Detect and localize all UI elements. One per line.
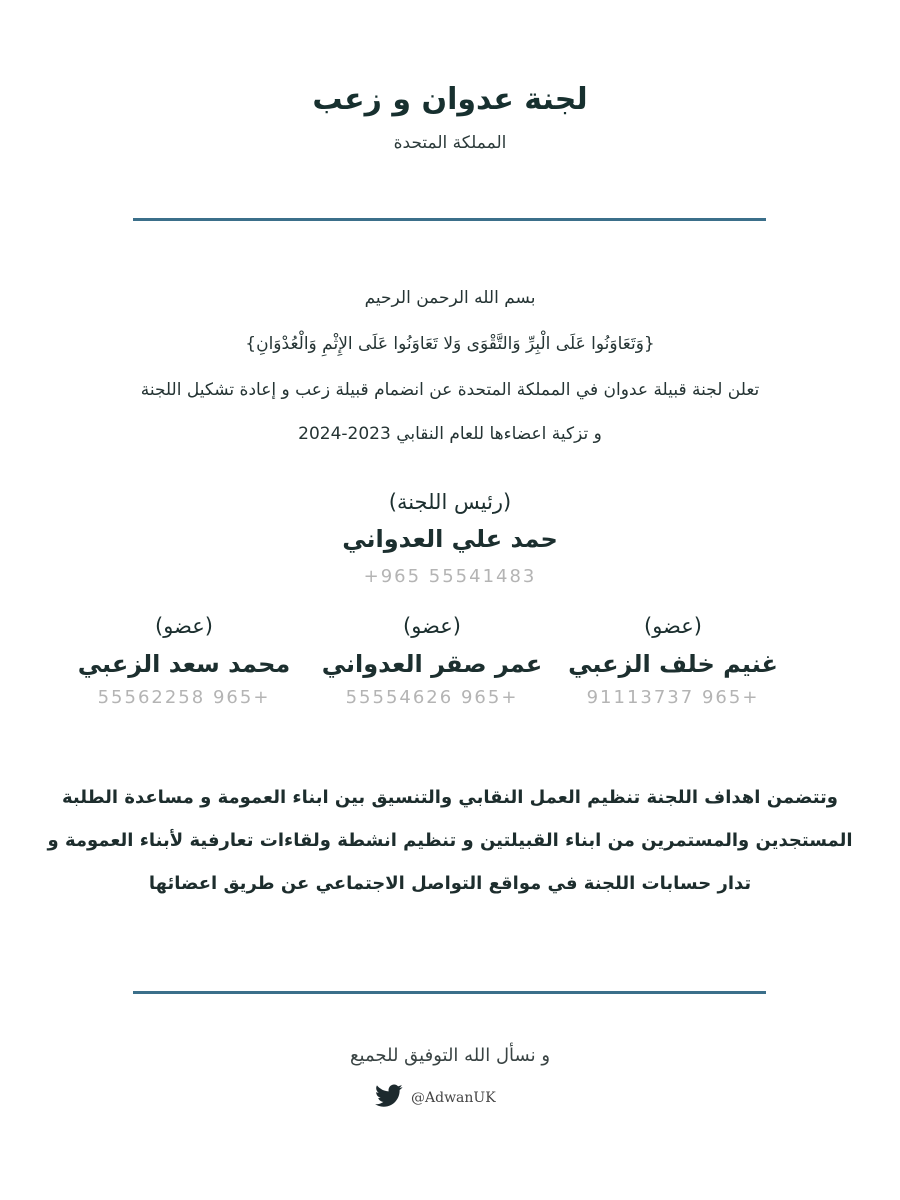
member-3-phone: +965 55562258 <box>97 687 271 708</box>
top-divider <box>133 218 766 221</box>
goals-paragraph <box>0 776 900 905</box>
member-3-name: محمد سعد الزعبي <box>77 650 291 678</box>
member-2-role: (عضو) <box>403 614 461 638</box>
goals-line-3: تدار حسابات اللجنة في مواقع التواصل الاجتماعي عن طريق اعضائها <box>148 873 752 894</box>
page-subtitle: المملكة المتحدة <box>393 133 507 153</box>
chair-name: حمد علي العدواني <box>342 525 558 553</box>
chair-role: (رئيس اللجنة) <box>388 490 512 514</box>
chair-phone: +965 55541483 <box>363 566 537 587</box>
closing-text: و نسأل الله التوفيق للجميع <box>349 1045 551 1066</box>
announcement-line-1: تعلن لجنة قبيلة عدوان في المملكة المتحدة عن انضمام قبيلة زعب و إعادة تشكيل اللجنة <box>140 380 760 400</box>
twitter-bird-icon <box>375 1084 403 1112</box>
announcement-line-2: و تزكية اعضاءها للعام النقابي 2023-2024 <box>298 424 602 444</box>
member-2-phone: +965 55554626 <box>345 687 519 708</box>
member-1-name: غنيم خلف الزعبي <box>568 650 778 678</box>
twitter-handle: @AdwanUK <box>411 1090 496 1106</box>
goals-line-2: المستجدين والمستمرين من ابناء القبيلتين و تنظيم انشطة ولقاءات تعارفية لأبناء العمومة و <box>47 830 853 851</box>
member-2-name: عمر صقر العدواني <box>321 650 543 678</box>
member-1-phone: +965 91113737 <box>586 687 760 708</box>
bottom-divider <box>133 991 766 994</box>
twitter-link[interactable] <box>375 1085 496 1111</box>
basmala: بسم الله الرحمن الرحيم <box>364 288 536 308</box>
member-1-role: (عضو) <box>644 614 702 638</box>
member-3-role: (عضو) <box>155 614 213 638</box>
quran-verse: {وَتَعَاوَنُوا عَلَى الْبِرِّ وَالتَّقْوَى وَلا تَعَاوَنُوا عَلَى الإِثْمِ وَالْعُدْوَانِ} <box>245 334 655 354</box>
goals-line-1: وتتضمن اهداف اللجنة تنظيم العمل النقابي والتنسيق بين ابناء العمومة و مساعدة الطلبة <box>62 787 838 808</box>
page-title: لجنة عدوان و زعب <box>312 82 588 117</box>
